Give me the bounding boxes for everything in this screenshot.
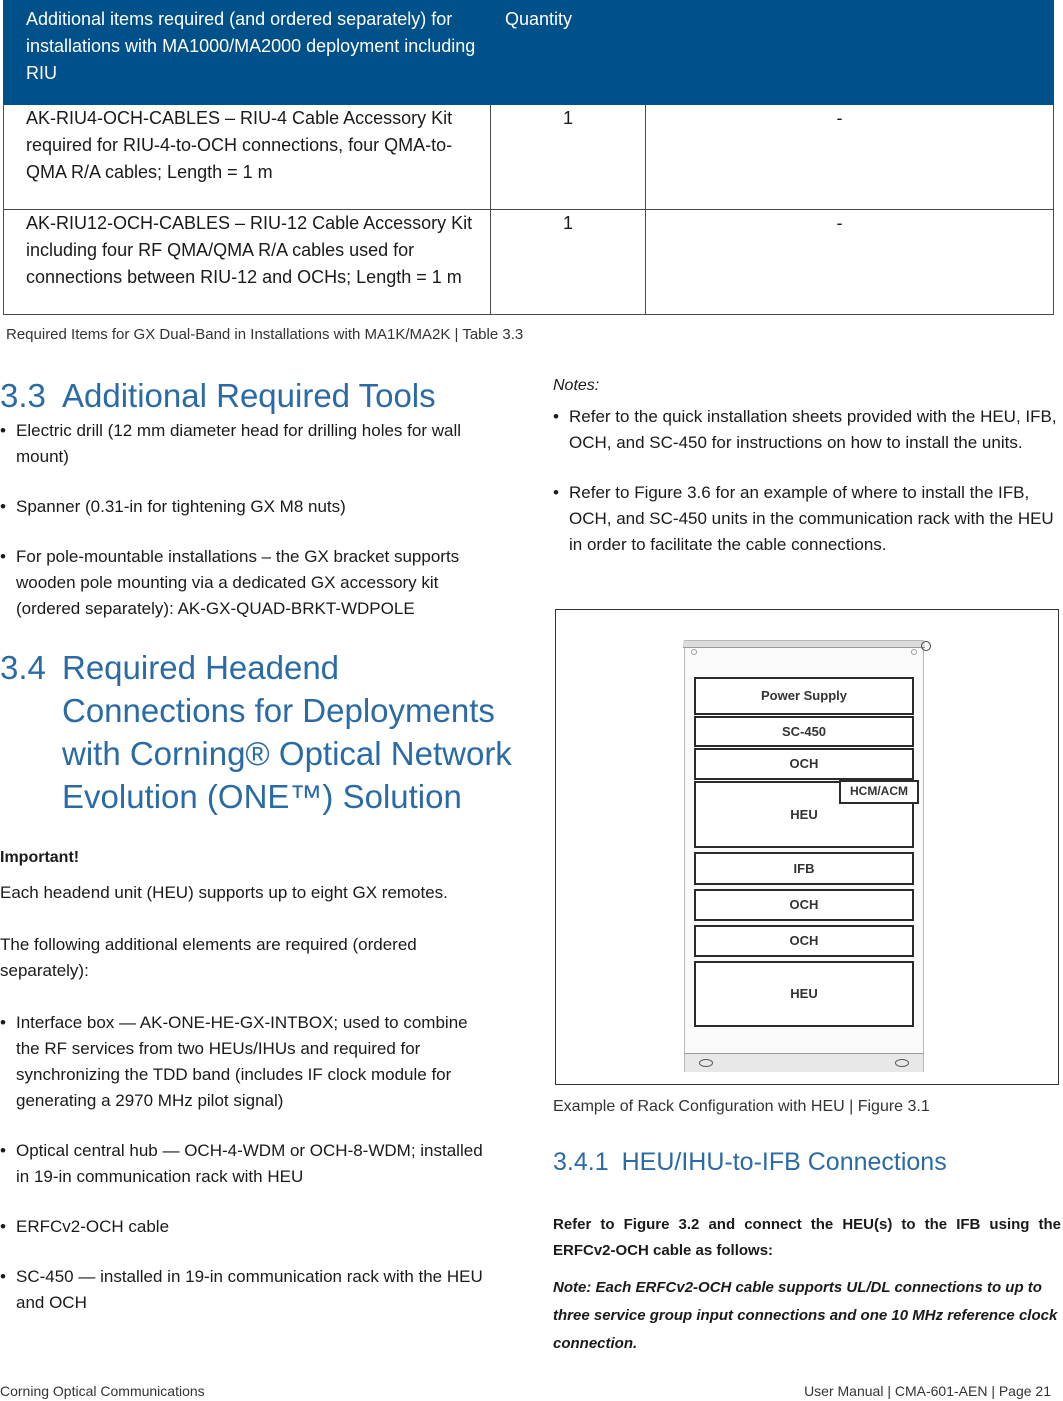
hcm-acm-badge: HCM/ACM xyxy=(839,780,919,804)
table-header-blank xyxy=(646,1,1054,105)
table-row xyxy=(4,210,1054,315)
table-caption: Required Items for GX Dual-Band in Installations with MA1K/MA2K | Table 3.3 xyxy=(6,326,524,343)
list-item: • Refer to Figure 3.6 for an example of where to install the IFB, OCH, and SC-450 units in the communication rack with the HEU in order to facilitate the cable connections. xyxy=(553,483,1054,554)
section-3-4-heading xyxy=(0,646,520,822)
rack-slot-och: OCH xyxy=(694,925,914,957)
rack-slot-heu: HEU xyxy=(694,961,914,1027)
required-elements-list xyxy=(0,1010,495,1316)
rack-slot-och: OCH xyxy=(694,748,914,780)
rack-foot-icon xyxy=(699,1059,713,1067)
list-item: • Electric drill (12 mm diameter head for drilling holes for wall mount) xyxy=(0,421,461,466)
list-item: • For pole-mountable installations – the GX bracket supports wooden pole mounting via a dedicated GX accessory kit (ordered separately): AK-GX-QUAD-BRKT-WDPOLE xyxy=(0,547,460,618)
figure-caption: Example of Rack Configuration with HEU | Figure 3.1 xyxy=(553,1098,930,1115)
rack-figure xyxy=(555,609,1059,1085)
section-number: 3.4.1 xyxy=(553,1148,609,1176)
list-item: • Optical central hub — OCH-4-WDM or OCH-8-WDM; installed in 19-in communication rack with HEU xyxy=(0,1141,483,1186)
list-item: • Interface box — AK-ONE-HE-GX-INTBOX; used to combine the RF services from two HEUs/IHUs and required for synchronizing the TDD band (includes IF clock module for generating a 2970 MHz pilot signal) xyxy=(0,1013,468,1110)
table-header-row xyxy=(4,1,1054,105)
tools-list xyxy=(0,418,500,622)
required-elements-paragraph: The following additional elements are required (ordered separately): xyxy=(0,935,417,980)
footer-page-info: User Manual | CMA-601-AEN | Page 21 xyxy=(804,1383,1051,1399)
table-cell-item: AK-RIU12-OCH-CABLES – RIU-12 Cable Accessory Kit including four RF QMA/QMA R/A cables used for connections between RIU-12 and OCHs; Length = 1 m xyxy=(4,210,491,315)
rack-frame xyxy=(684,640,924,1072)
rack-slot-heu: HEU xyxy=(694,781,914,848)
section-title: Required Headend Connections for Deployments with Corning® Optical Network Evolution (ONE™) Solution xyxy=(62,649,512,815)
section-title: Additional Required Tools xyxy=(62,377,436,414)
rack-slot-sc-450: SC-450 xyxy=(694,716,914,747)
footer-company: Corning Optical Communications xyxy=(0,1383,205,1399)
heu-support-paragraph: Each headend unit (HEU) supports up to eight GX remotes. xyxy=(0,883,448,902)
rack-top-rail xyxy=(683,641,925,648)
list-item: • ERFCv2-OCH cable xyxy=(0,1217,170,1236)
notes-list xyxy=(553,404,1058,558)
rack-slot-och: OCH xyxy=(694,889,914,921)
table-cell-item: AK-RIU4-OCH-CABLES – RIU-4 Cable Accessory Kit required for RIU-4-to-OCH connections, four QMA-to-QMA R/A cables; Length = 1 m xyxy=(4,105,491,210)
important-label: Important! xyxy=(0,849,80,866)
connection-instruction: Refer to Figure 3.2 and connect the HEU(s) to the IFB using the ERFCv2-OCH cable as follows: xyxy=(553,1216,1061,1259)
cable-note: Note: Each ERFCv2-OCH cable supports UL/DL connections to up to three service group input connections and one 10 MHz reference clock connection. xyxy=(553,1279,1058,1352)
screw-icon xyxy=(691,649,697,655)
rack-slot-ifb: IFB xyxy=(694,852,914,885)
table-cell-quantity: 1 xyxy=(491,105,646,210)
rack-slot-power-supply: Power Supply xyxy=(694,677,914,715)
section-number: 3.4 xyxy=(0,649,46,686)
screw-icon xyxy=(911,649,917,655)
list-item: • Refer to the quick installation sheets provided with the HEU, IFB, OCH, and SC-450 for instructions on how to install the units. xyxy=(553,407,1057,452)
table-cell-extra: - xyxy=(646,210,1054,315)
required-items-table xyxy=(3,0,1054,315)
table-cell-quantity: 1 xyxy=(491,210,646,315)
list-item: • Spanner (0.31-in for tightening GX M8 nuts) xyxy=(0,497,346,516)
rack-foot-icon xyxy=(895,1059,909,1067)
section-title: HEU/IHU-to-IFB Connections xyxy=(621,1148,947,1176)
list-item: • SC-450 — installed in 19-in communication rack with the HEU and OCH xyxy=(0,1267,483,1312)
section-3-4-1-heading xyxy=(553,1148,1058,1177)
table-header-items: Additional items required (and ordered separately) for installations with MA1000/MA2000 deployment including RIU xyxy=(4,1,491,105)
rack-mount-icon xyxy=(921,641,931,651)
notes-label: Notes: xyxy=(553,377,600,394)
table-cell-extra: - xyxy=(646,105,1054,210)
section-number: 3.3 xyxy=(0,377,46,414)
table-header-quantity: Quantity xyxy=(491,1,646,105)
table-row xyxy=(4,105,1054,210)
section-3-3-heading xyxy=(0,374,510,418)
rack-base xyxy=(685,1053,923,1072)
